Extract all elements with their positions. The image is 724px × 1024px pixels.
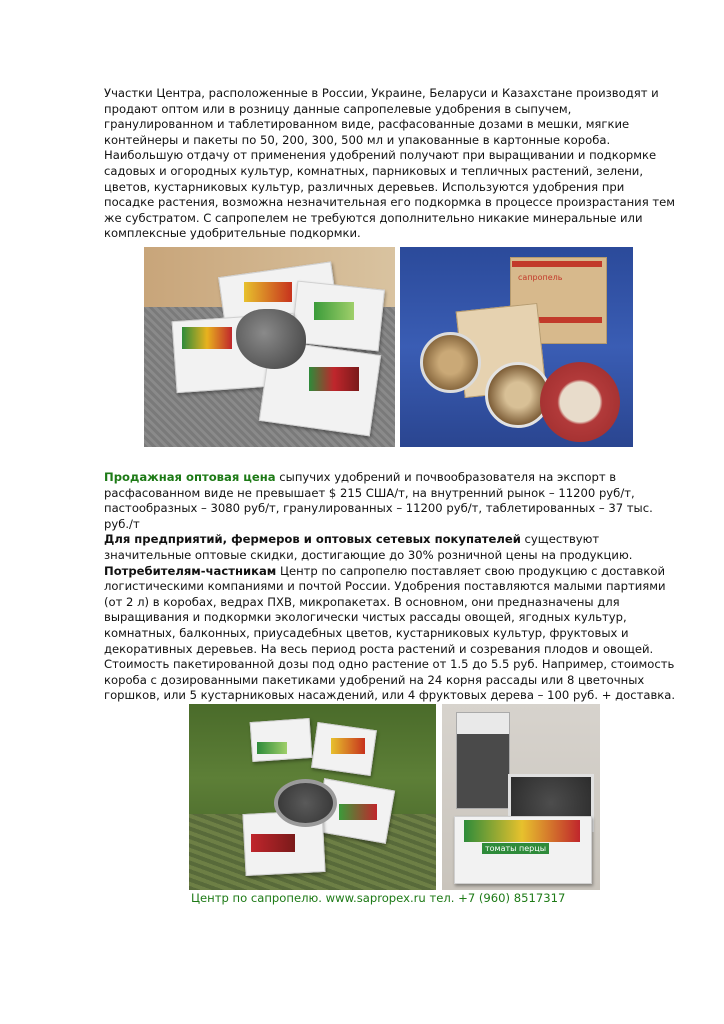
photo-boxes-in-garden [189, 704, 436, 890]
wholesale-text: сыпучих удобрений и почвообразователя на экспорт в расфасованном виде не превышает $ 215 США/т, на внутренний рынок – 11200 руб/т, пастообразных – 3080 руб/т, гранулированных – 11200 руб/т, таблетированных – 37 тыс. руб./т [104, 470, 653, 531]
photo-bag-and-tray [442, 704, 600, 890]
wholesale-heading: Продажная оптовая цена [104, 470, 276, 484]
bag-label-text: томаты перцы [482, 843, 549, 854]
enterprises-text: существуют значительные оптовые скидки, достигающие до 30% розничной цены на продукцию. [104, 532, 633, 562]
consumers-text: Центр по сапропелю поставляет свою продукцию с доставкой логистическими компаниями и почтой России. Удобрения поставляются малыми партиями (от 2 л) в коробах, ведрах ПХВ, микропакетах. В основном, они предназначены для выращивания и подкормки экологически чистых рассады овощей, ягодных культур, комнатных, балконных, приусадебных цветов, кустарниковых культур, фруктовых и декоративных деревьев. На весь период роста растений и созревания плодов и овощей. Стоимость пакетированной дозы под одно растение от 1.5 до 5.5 руб. Например, стоимость короба с дозированными пакетиками удобрений на 24 корня рассады или 8 цветочных горшков, или 5 кустарниковых насаждений, или 4 фруктовых дерева – 100 руб. + доставка. [104, 563, 676, 703]
intro-paragraph: Участки Центра, расположенные в России, Украине, Беларуси и Казахстане производят и продают оптом или в розницу данные сапропелевые удобрения в сыпучем, гранулированном и таблетированном виде, расфасованные дозами в мешки, мягкие контейнеры и пакеты по 50, 200, 300, 500 мл и упакованные в картонные короба. Наибольшую отдачу от применения удобрений получают при выращивании и подкормке садовых и огородных культур, комнатных, парниковых и тепличных растений, зелени, цветов, кустарниковых культур, различных деревьев. Используются удобрения при посадке растения, возможна незначительная его подкормка в процессе произрастания тем же субстратом. С сапропелем не требуются дополнительно никакие минеральные или комплексные удобрительные подкормки. [104, 86, 676, 241]
photo-buckets-and-boxes [400, 247, 633, 447]
photo-product-boxes [144, 247, 395, 447]
consumers-heading: Потребителям-частникам [104, 563, 277, 578]
enterprises-heading: Для предприятий, фермеров и оптовых сетевых покупателей [104, 532, 521, 547]
pricing-section [104, 470, 676, 704]
footer-contact: Центр по сапропелю. www.sapropex.ru тел. +7 (960) 8517317 [191, 891, 566, 905]
box-label-text: сапропель [518, 273, 563, 282]
